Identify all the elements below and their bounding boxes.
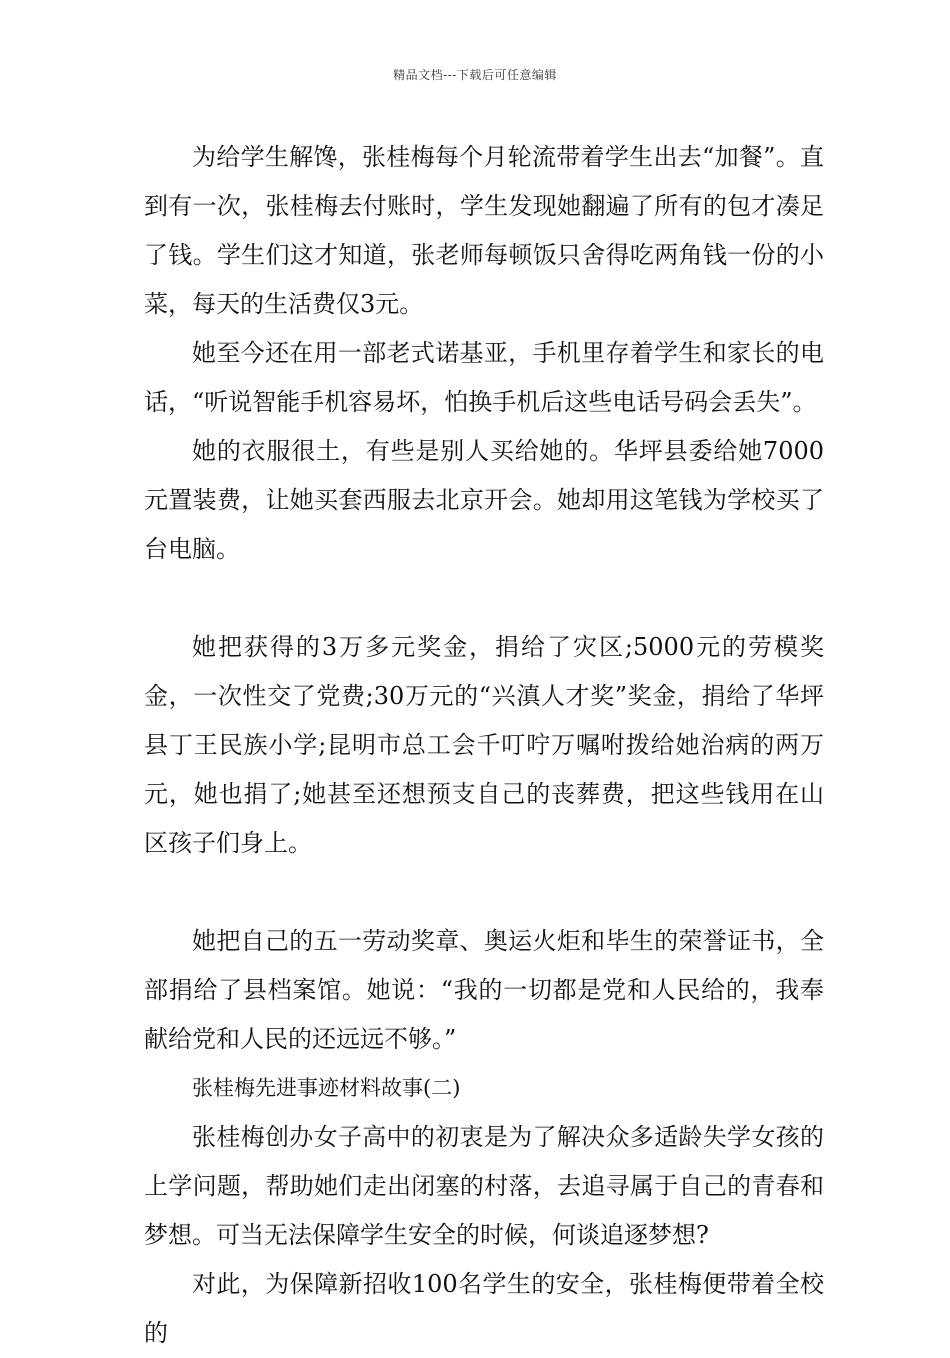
paragraph: 她把自己的五一劳动奖章、奥运火炬和毕生的荣誉证书，全部捐给了县档案馆。她说：“我的一切都是党和人民给的，我奉献给党和人民的还远远不够。” [144, 927, 824, 1053]
section-heading: 张桂梅先进事迹材料故事(二) [192, 1076, 461, 1100]
paragraph: 对此，为保障新招收100名学生的安全，张桂梅便带着全校的 [144, 1270, 824, 1347]
paragraph: 她的衣服很土，有些是别人买给她的。华坪县委给她7000元置装费，让她买套西服去北京开会。她却用这笔钱为学校买了台电脑。 [144, 437, 824, 563]
paragraph-spacer [144, 868, 824, 917]
paragraph: 张桂梅创办女子高中的初衷是为了解决众多适龄失学女孩的上学问题，帮助她们走出闭塞的村落，去追寻属于自己的青春和梦想。可当无法保障学生安全的时候，何谈追逐梦想? [144, 1123, 824, 1249]
page-header: 精品文档---下载后可任意编辑 [393, 68, 557, 82]
paragraph: 她至今还在用一部老式诺基亚，手机里存着学生和家长的电话，“听说智能手机容易坏，怕换手机后这些电话号码会丢失”。 [144, 339, 824, 416]
paragraph: 她把获得的3万多元奖金，捐给了灾区;5000元的劳模奖金，一次性交了党费;30万元的“兴滇人才奖”奖金，捐给了华坪县丁王民族小学;昆明市总工会千叮咛万嘱咐拨给她治病的两万元，她也捐了;她甚至还想预支自己的丧葬费，把这些钱用在山区孩子们身上。 [144, 633, 824, 857]
paragraph-spacer [144, 574, 824, 623]
document-body [144, 133, 824, 1358]
paragraph: 为给学生解馋，张桂梅每个月轮流带着学生出去“加餐”。直到有一次，张桂梅去付账时，学生发现她翻遍了所有的包才凑足了钱。学生们这才知道，张老师每顿饭只舍得吃两角钱一份的小菜，每天的生活费仅3元。 [144, 143, 824, 318]
